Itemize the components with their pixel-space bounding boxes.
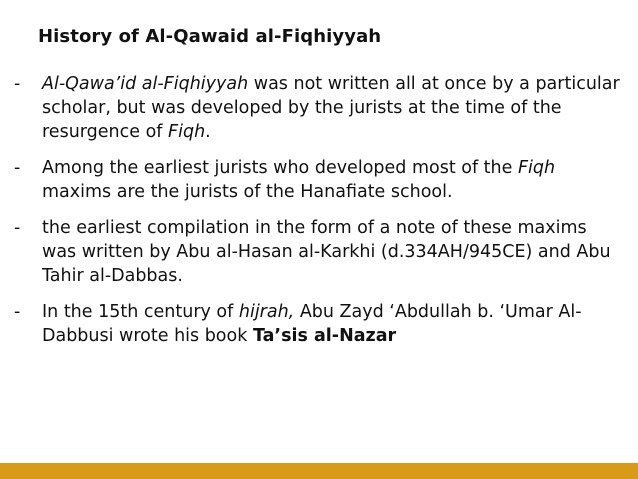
bullet-dash: - — [14, 74, 21, 94]
bullet-text-segment: Al-Qawa’id al-Fiqhiyyah — [42, 74, 249, 94]
bullet-text-segment: Among the earliest jurists who developed most of the — [42, 158, 518, 178]
bullet-item — [14, 216, 624, 288]
bullet-text-segment: Ta’sis al-Nazar — [252, 326, 397, 346]
bullet-item — [14, 300, 624, 348]
bullet-text-segment: . — [205, 122, 211, 142]
bullet-item — [14, 156, 624, 204]
bullet-text-segment: hijrah, — [238, 302, 295, 322]
bullet-list — [14, 72, 624, 360]
bullet-text — [42, 158, 555, 202]
bullet-text-segment: In the 15th century of — [42, 302, 239, 322]
bullet-item — [14, 72, 624, 144]
bullet-text — [42, 302, 582, 346]
bullet-text-segment: Fiqh — [517, 158, 556, 178]
bullet-text-segment: Abu Zayd ‘Abdullah b. ‘Umar Al-Dabbusi wrote his book — [42, 302, 582, 346]
bullet-dash: - — [14, 302, 21, 322]
footer-accent-bar — [0, 463, 638, 479]
slide-title: History of Al-Qawaid al-Fiqhiyyah — [38, 26, 382, 47]
bullet-text-segment: maxims are the jurists of the Hanafiate school. — [42, 182, 453, 202]
bullet-text — [42, 74, 620, 142]
bullet-dash: - — [14, 158, 21, 178]
bullet-text-segment: the earliest compilation in the form of a note of these maxims was written by Abu al-Hasan al-Karkhi (d.334AH/945CE) and Abu Tahir al-Dabbas. — [42, 218, 611, 286]
bullet-text-segment: was not written all at once by a particular scholar, but was developed by the jurists at the time of the resurgence of — [42, 74, 620, 142]
bullet-text-segment: Fiqh — [168, 122, 206, 142]
bullet-text — [42, 218, 611, 286]
bullet-dash: - — [14, 218, 21, 238]
